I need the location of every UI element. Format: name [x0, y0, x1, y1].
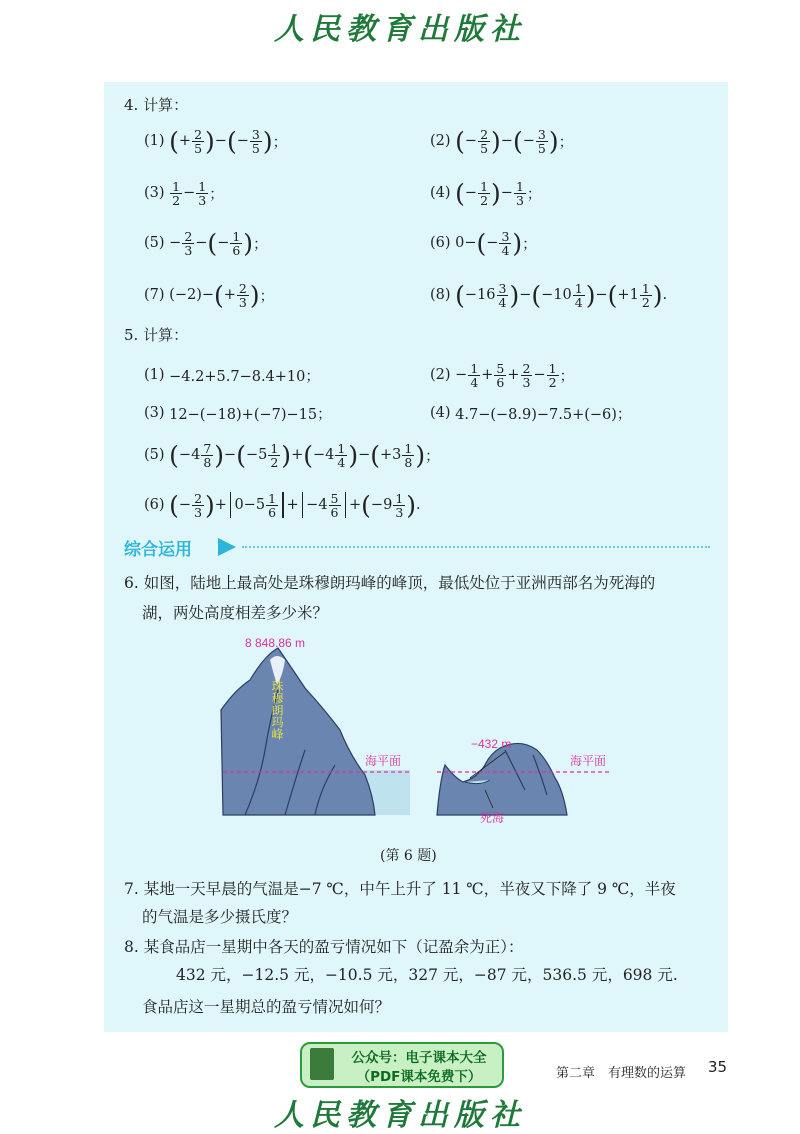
badge-line-1: 公众号：电子课本大全 — [351, 1050, 487, 1066]
badge-line-2: （PDF课本免费下） — [356, 1069, 482, 1085]
q5-item-5: (5) ( − 4 $\frac{7}{8}$ ) − ( − 5 $\frac{1}{2}$ ) + ( − 4 $\frac{1}{4}$ ) − ( + 3 $\frac{1}{8}$ ) ； — [144, 440, 440, 470]
q4-item-2: (2) ( − $\frac{2}{5}$ ) − ( − $\frac{3}{5}$ ) ； — [430, 126, 574, 156]
section-arrow-icon — [218, 538, 236, 556]
q7-text-line-1: 7. 某地一天早晨的气温是−7 ℃，中午上升了 11 ℃，半夜又下降了 9 ℃，半夜 — [124, 880, 676, 898]
q4-item-7: (7) (−2)− ( + $\frac{2}{3}$ ) ； — [144, 280, 275, 310]
q7-text-line-2: 的气温是多少摄氏度？ — [142, 908, 298, 926]
publisher-logo-bottom: 人民教育出版社 — [274, 1098, 526, 1133]
dead-sea-label: 死海 — [480, 811, 505, 825]
q4-item-3: (3) $\frac{1}{2}$ − $\frac{1}{3}$ ； — [144, 178, 224, 208]
q6-text-line-2: 湖，两处高度相差多少米？ — [142, 604, 329, 622]
q5-title: 5. 计算： — [124, 326, 189, 344]
sea-level-label-1: 海平面 — [365, 754, 402, 768]
q4-item-5: (5) − $\frac{2}{3}$ − ( − $\frac{1}{6}$ ) ； — [144, 228, 268, 258]
q5-item-6: (6) ( − $\frac{2}{3}$ ) + 0−5 $\frac{1}{6}$ + −4 $\frac{5}{6}$ + ( − 9 $\frac{1}{3}$ ) . — [144, 490, 421, 520]
section-divider — [242, 546, 710, 548]
q5-item-2: (2) − $\frac{1}{4}$ + $\frac{5}{6}$ + $\frac{2}{3}$ − $\frac{1}{2}$ ； — [430, 360, 575, 390]
q4-title: 4. 计算： — [124, 96, 189, 114]
q4-item-8: (8) ( − 16 $\frac{3}{4}$ ) − ( − 10 $\frac{1}{4}$ ) − ( + 1 $\frac{1}{2}$ ) . — [430, 280, 668, 310]
q5-item-3: (3) 12−(−18)+(−7)−15； — [144, 405, 332, 423]
peak-height-label: 8 848.86 m — [245, 636, 306, 650]
publisher-logo: 人民教育出版社 — [274, 12, 526, 47]
q6-text-line-1: 6. 如图，陆地上最高处是珠穆朗玛峰的峰顶，最低处位于亚洲西部名为死海的 — [124, 574, 656, 592]
sea-level-label-2: 海平面 — [570, 754, 607, 768]
book-icon — [310, 1048, 334, 1080]
q4-item-6: (6) 0− ( − $\frac{3}{4}$ ) ； — [430, 228, 537, 258]
q5-item-1: (1) −4.2+5.7−8.4+10； — [144, 367, 320, 385]
dead-sea-depth-label: −432 m — [471, 737, 512, 751]
q8-text-line-2: 食品店这一星期总的盈亏情况如何？ — [142, 998, 391, 1016]
q5-item-4: (4) 4.7−(−8.9)−7.5+(−6)； — [430, 405, 632, 423]
q4-item-1: (1) ( + $\frac{2}{5}$ ) − ( − $\frac{3}{5}$ ) ； — [144, 126, 288, 156]
q4-item-4: (4) ( − $\frac{1}{2}$ ) − $\frac{1}{3}$ ； — [430, 178, 542, 208]
q6-figure — [215, 630, 615, 835]
watermark-badge — [300, 1042, 504, 1088]
page-number: 35 — [708, 1058, 728, 1076]
figure-caption: (第 6 题) — [380, 848, 437, 864]
q8-values: 432 元，−12.5 元，−10.5 元，327 元，−87 元，536.5 元，698 元. — [176, 966, 678, 984]
everest-mountain — [221, 648, 375, 815]
peak-name-label: 珠穆朗玛峰 — [270, 680, 284, 740]
chapter-title: 第二章 有理数的运算 — [556, 1066, 687, 1081]
q8-text-line-1: 8. 某食品店一星期中各天的盈亏情况如下（记盈余为正）： — [124, 938, 524, 956]
section-heading: 综合运用 — [124, 540, 192, 560]
